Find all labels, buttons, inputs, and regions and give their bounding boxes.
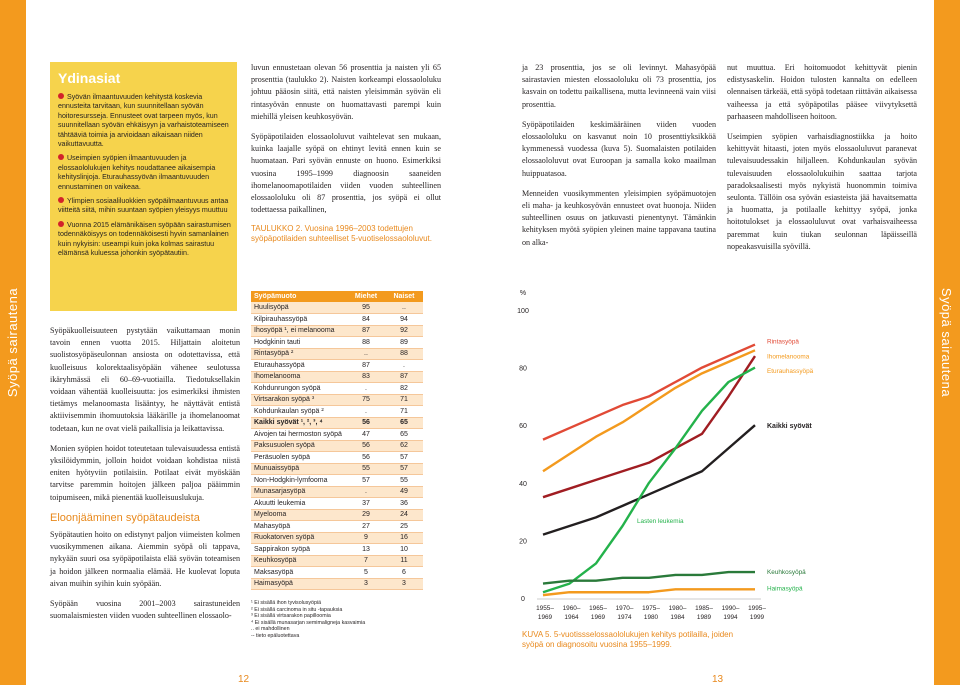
footnote: ³ Ei sisällä virtsarakon papilloomia	[251, 613, 331, 620]
y-tick-label: 20	[519, 538, 527, 546]
table-cell: Virtsarakon syöpä ³	[251, 394, 347, 406]
table-cell: Ihosyöpä ¹, ei melanooma	[251, 325, 347, 337]
summary-item: Useimpien syöpien ilmaantuvuuden ja elossaololukujen kehitys noudattanee aikaisempia kehityslinjoja. Eturauhassyövän ilmaantuvuuden ennustaminen on vaikeaa.	[58, 154, 216, 191]
column-4	[727, 62, 917, 261]
table-cell: ..	[347, 348, 385, 360]
series-label: Haimasyöpä	[767, 585, 803, 593]
bullet-icon	[58, 93, 64, 99]
column-3	[522, 62, 716, 257]
table-cell: Akuutti leukemia	[251, 498, 347, 510]
table-header: Naiset	[385, 291, 423, 302]
paragraph: Menneiden vuosikymmenten yleisimpien syöpämuotojen eli maha- ja keuhkosyövän ennusteet ovat huonoja. Niiden suhteellinen osuus on jatkuvasti pienentynyt. Tämänkin kehityksen myötä syöpien yleinen maine tappavana tautina on alka-	[522, 188, 716, 247]
chart-caption: KUVA 5. 5-vuotissselossaololukujen kehitys potilailla, joiden syöpä on diagnosoitu vuosina 1955–1999.	[522, 630, 734, 649]
table-cell: Rintasyöpä ²	[251, 348, 347, 360]
table-cell: Kilpirauhassyöpä	[251, 314, 347, 326]
table-cell: 3	[385, 578, 423, 590]
table-cell: Munuaissyöpä	[251, 463, 347, 475]
table-cell: 6	[385, 567, 423, 579]
x-tick-label: 1969	[590, 614, 606, 621]
table-row	[251, 452, 423, 464]
table-cell: Mahasyöpä	[251, 521, 347, 533]
table-cell: Hodgkinin tauti	[251, 337, 347, 349]
table-cell: 82	[385, 383, 423, 395]
table-cell: .	[347, 406, 385, 418]
x-tick-label: 1974	[617, 614, 632, 621]
table-cell: 94	[385, 314, 423, 326]
footnote: ² Ei sisällä carcinoma in situ -tapauksia	[251, 606, 343, 613]
table-row	[251, 383, 423, 395]
page-number-right: 13	[712, 674, 724, 685]
table-cell: 84	[347, 314, 385, 326]
table-cell: 16	[385, 532, 423, 544]
y-tick-label: 40	[519, 480, 527, 488]
x-tick-label: 1955–	[536, 605, 554, 612]
summary-title: Ydinasiat	[58, 70, 121, 86]
table-row	[251, 509, 423, 521]
table-cell: 56	[347, 452, 385, 464]
table-cell: 56	[347, 417, 385, 429]
footnote: .. ei mahdollinen	[251, 626, 290, 633]
x-tick-label: 1964	[564, 614, 579, 621]
table-row	[251, 486, 423, 498]
paragraph: Syöpäpotilaiden elossaololuvut vaihtelevat sen mukaan, kuinka laajalle syöpä on ehtinyt levitä ennen kuin se huomataan. Pari syövän ennuste on huono. Esimerkiksi vuosina 1995–1999 diagnoosin saaneiden ihomelanoomapotilaiden viiden vuoden suhteellinen elossaololuku oli 87 prosenttia, jos syöpä ei ollut todettaessa paikallinen,	[251, 132, 441, 215]
table-cell: 65	[385, 429, 423, 441]
paragraph: Useimpien syöpien varhaisdiagnostiikka ja hoito kehittyvät hitaasti, joten myös elossaoluluvut paranevat tulevaisuudessakin hiljalleen. Kohdunkaulan syövän tulevaisuuden elossaololukuihin saattaa tarjota paradoksaalisesti myös nykyistä huonommin toimiva seulonta. Tällöin osa syövän esiasteista jää havaitsematta ja huomatta, ja potilaalle kehittyy syöpä, jonka hoitotulokset ja elossaoluluvut ovat varhaisvaiheessa paremmat kuin tiukan seulonnan läpäisseillä nopeakasvuisilla syövillä.	[727, 132, 917, 251]
table-cell: Ihomelanooma	[251, 371, 347, 383]
x-tick-label: 1980	[643, 614, 659, 621]
table-row	[251, 360, 423, 372]
table-cell: 65	[385, 417, 423, 429]
paragraph: Syöpään vuosina 2001–2003 sairastuneiden suomalaismiesten viiden vuoden suhteellinen elossaolo-	[50, 599, 240, 621]
table-cell: Munasarjasyöpä	[251, 486, 347, 498]
side-label-right: Syöpä sairautena	[939, 287, 955, 398]
table-cell: 95	[347, 302, 385, 314]
table-row	[251, 348, 423, 360]
side-strip-right	[934, 0, 960, 685]
table-cell: 25	[385, 521, 423, 533]
summary-item: Syövän ilmaantuvuuden kehitystä koskevia ennusteita tarvitaan, kun suunnitellaan syövän hoitoresursseja. Ennusteet ovat tarpeen myös, kun suunnitellaan syövän ehkäisyyn ja varhaistoteamiseen tähtääviä toimia ja arvioidaan aikaisaan niiden vaikuttavuutta.	[58, 93, 229, 149]
x-tick-label: 1960–	[562, 605, 581, 612]
table-cell: .	[347, 383, 385, 395]
table-cell: 10	[385, 544, 423, 556]
table-cell: 83	[347, 371, 385, 383]
table-cell: ..	[385, 302, 423, 314]
side-strip-left	[0, 0, 26, 685]
survival-table	[251, 291, 423, 590]
series-label: Keuhkosyöpä	[767, 569, 806, 577]
table-cell: 24	[385, 509, 423, 521]
summary-box	[50, 62, 237, 311]
table-row	[251, 475, 423, 487]
paragraph: Monien syöpien hoidot toteutetaan tulevaisuudessa entistä yksilöidymmin, jolloin hoidot voidaan kohdistaa niistä eniten hyötyviin potilaisiin. Potilaat eivät myöskään tarvitse paremmin hoitojen jälkeen paljoa pääimmin toipumiseen, mikä pienentää kuolleisuuslukuja.	[50, 443, 240, 502]
x-tick-label: 1989	[696, 614, 712, 621]
column-2	[251, 62, 441, 244]
table-cell: Ruokatorven syöpä	[251, 532, 347, 544]
table-cell: 55	[385, 475, 423, 487]
table-cell: .	[385, 360, 423, 372]
table-cell: 89	[385, 337, 423, 349]
column-1	[50, 325, 240, 630]
table-header-row	[251, 291, 423, 302]
series-label: Eturauhassyöpä	[767, 368, 814, 376]
table-cell: 88	[385, 348, 423, 360]
y-axis-label: %	[519, 290, 527, 297]
table-cell: 88	[347, 337, 385, 349]
paragraph: nut muuttua. Eri hoitomuodot kehittyvät pienin edistysaskelin. Hoidon tulosten kannalta on edelleen olennaisen tärkeää, että syöpä todetaan riittävän aikaisessa vaiheessa ja että syöpäpotilas pääsee viivytyksettä parhaaseen mahdolliseen hoitoon.	[727, 63, 917, 121]
bullet-icon	[58, 197, 64, 203]
x-tick-label: 1995–	[748, 605, 766, 612]
series-label: Lasten leukemia	[637, 518, 684, 526]
table-cell: Myelooma	[251, 509, 347, 521]
table-cell: Kohdunkaulan syöpä ²	[251, 406, 347, 418]
x-tick-label: 1984	[670, 614, 685, 621]
series-label: Ihomelanooma	[767, 353, 810, 361]
table-cell: 5	[347, 567, 385, 579]
bullet-icon	[58, 154, 64, 160]
series-label: Kaikki syövät	[767, 423, 812, 431]
table-cell: Aivojen tai hermoston syöpä	[251, 429, 347, 441]
x-tick-label: 1970–	[615, 605, 634, 612]
table-row	[251, 371, 423, 383]
paragraph: Syöpäkuolleisuuteen pystytään vaikuttamaan monin tavoin ennen vuotta 2015. Hiljattain aloitetun suolistosyöpäseulonnan ansiosta on odotettavissa, että kuolleisuus kolorektaalisyöpään vähenee seulotussa ikäryhmässä eli 60–69-vuotiailla. Tiedotuksellakin voidaan vähentää kuolleisuutta: jos esimerkiksi ihmisten tietämys melanoomasta lisääntyy, he näyttävät entistä aktiivisemmin ihomuutoksia lääkärille ja ihomelanoomat todetaan, kun ne ovat vielä paikallisia ja leikattavissa.	[50, 326, 240, 433]
table-cell: 62	[385, 440, 423, 452]
table-row	[251, 544, 423, 556]
x-tick-label: 1994	[723, 614, 738, 621]
table-row	[251, 555, 423, 567]
paragraph: Syöpätautien hoito on edistynyt paljon viimeisten kolmen vuosikymmenen aikana. Aiemmin syöpä oli tappava, nykyään suuri osa syöpäpotilaista elää syövän toteamisen ja hoidon jälkeen normaalia elämää. He kuolevat loputa aivan muihin syihin kuin syöpään.	[50, 530, 240, 588]
y-tick-label: 60	[519, 423, 527, 431]
x-tick-label: 1990–	[721, 605, 740, 612]
summary-item: Ylimpien sosiaaliluokkien syöpäilmaantuvuus antaa viitteitä siitä, mihin suuntaan syöpien yleisyys muuttuu	[58, 197, 229, 215]
series-line-6	[543, 589, 755, 595]
paragraph: luvun ennustetaan olevan 56 prosenttia ja naisten yli 65 prosenttia (taulukko 2). Naisten korkeampi elossaololuku johtuu pääosin siitä, että naisten yleisimmän syövän eli rintasyövän ennuste on huomattavasti parempi kuin miehillä yleisen keuhkosyövän.	[251, 63, 441, 121]
table-cell: 11	[385, 555, 423, 567]
series-line-4	[543, 368, 755, 593]
footnote: ¹ Ei sisällä ihon tyvisolusyöpiä	[251, 600, 322, 606]
table-row	[251, 498, 423, 510]
table-cell: 87	[385, 371, 423, 383]
table-cell: .	[347, 486, 385, 498]
table-cell: 49	[385, 486, 423, 498]
table-header: Syöpämuoto	[251, 291, 347, 302]
table-cell: 87	[347, 360, 385, 372]
series-line-5	[543, 572, 755, 584]
table-cell: 7	[347, 555, 385, 567]
table-cell: Haimasyöpä	[251, 578, 347, 590]
y-tick-label: 100	[517, 308, 529, 315]
table-row	[251, 532, 423, 544]
page-number-left: 12	[238, 674, 250, 685]
table-row	[251, 578, 423, 590]
table-row	[251, 302, 423, 314]
table-cell: Non-Hodgkin-lymfooma	[251, 475, 347, 487]
table-cell: 36	[385, 498, 423, 510]
table-cell: Eturauhassyöpä	[251, 360, 347, 372]
table-cell: 87	[347, 325, 385, 337]
footnote: -- tieto epäluotettava	[251, 632, 300, 639]
table-cell: 3	[347, 578, 385, 590]
table-row	[251, 567, 423, 579]
table-header: Miehet	[347, 291, 385, 302]
table-cell: 92	[385, 325, 423, 337]
survival-chart	[505, 285, 814, 625]
paragraph: ja 23 prosenttia, jos se oli levinnyt. Mahasyöpää sairastavien miesten elossaololuku oli 73 prosenttia, jos kasvain on todettu paikallisena, mutta levinneenä vain viisi prosenttia.	[522, 63, 716, 109]
table-cell: Peräsuolen syöpä	[251, 452, 347, 464]
series-line-0	[543, 345, 755, 440]
table-cell: Keuhkosyöpä	[251, 555, 347, 567]
table-row	[251, 394, 423, 406]
table-cell: Kohdunrungon syöpä	[251, 383, 347, 395]
table-cell: 37	[347, 498, 385, 510]
table-footnotes	[251, 600, 441, 640]
x-tick-label: 1985–	[695, 605, 713, 612]
table-cell: Huulisyöpä	[251, 302, 347, 314]
x-tick-label: 1975–	[642, 605, 660, 612]
paragraph: Syöpäpotilaiden keskimääräinen viiden vuoden elossaololuku on kasvanut noin 10 prosenttiyksikköä kymmenessä vuodessa (kuva 5). Suomalaisten potilaiden elossaololuvut ovat Euroopan ja samalla koko maailman huippuatasoa.	[522, 119, 716, 178]
table-cell: 47	[347, 429, 385, 441]
series-label: Rintasyöpä	[767, 338, 799, 346]
table-cell: 57	[385, 463, 423, 475]
table-cell: Kaikki syövät ¹, ², ³, ⁴	[251, 417, 347, 429]
footnote: ⁴ Ei sisällä munasarjan semimaligneja kasvaimia	[251, 619, 366, 626]
table-row	[251, 521, 423, 533]
table-cell: 13	[347, 544, 385, 556]
table-cell: 71	[385, 406, 423, 418]
x-tick-label: 1999	[749, 614, 765, 621]
table-row	[251, 325, 423, 337]
table-row	[251, 429, 423, 441]
side-label-left: Syöpä sairautena	[5, 287, 21, 398]
table-caption: TAULUKKO 2. Vuosina 1996–2003 todettujen syöpäpotilaiden suhteelliset 5-vuotiselossaololuvut.	[251, 224, 432, 244]
table-cell: Sappirakon syöpä	[251, 544, 347, 556]
table-cell: 9	[347, 532, 385, 544]
table-cell: 57	[347, 475, 385, 487]
table-row	[251, 463, 423, 475]
bullet-icon	[58, 221, 64, 227]
table-cell: 57	[385, 452, 423, 464]
table-cell: 56	[347, 440, 385, 452]
x-tick-label: 1965–	[589, 605, 607, 612]
table-row	[251, 417, 423, 429]
table-row	[251, 337, 423, 349]
x-tick-label: 1969	[537, 614, 553, 621]
table-cell: 27	[347, 521, 385, 533]
table-cell: 29	[347, 509, 385, 521]
section-heading: Eloonjääminen syöpätaudeista	[50, 511, 200, 524]
y-tick-label: 0	[521, 596, 525, 603]
table-cell: 75	[347, 394, 385, 406]
summary-item: Vuonna 2015 elämänikäisen syöpään sairastumisen todennäköisyys on todennäköisesti hyvin samanlainen kuin nykyisin: useampi kuin joka kolmas sairastuu elämänsä kuluessa johonkin syöpätautiin.	[58, 220, 231, 258]
table-cell: 55	[347, 463, 385, 475]
table-row	[251, 406, 423, 418]
table-cell: Paksusuolen syöpä	[251, 440, 347, 452]
table-cell: 71	[385, 394, 423, 406]
y-tick-label: 80	[519, 365, 527, 373]
table-row	[251, 440, 423, 452]
table-cell: Maksasyöpä	[251, 567, 347, 579]
x-tick-label: 1980–	[668, 605, 687, 612]
table-row	[251, 314, 423, 326]
